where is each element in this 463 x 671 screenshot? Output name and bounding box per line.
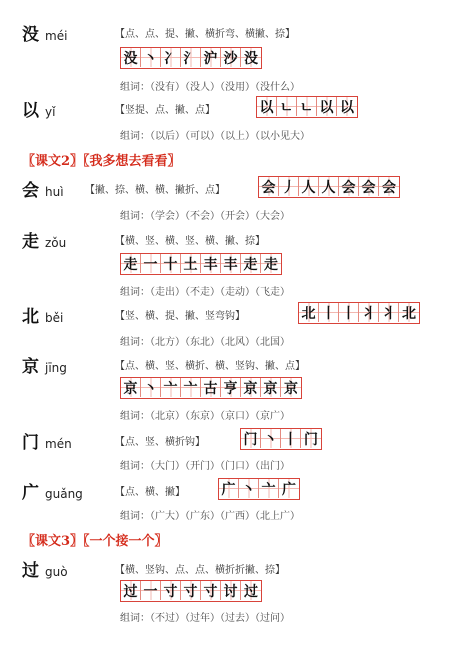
stroke-cell: 没: [121, 48, 141, 67]
entry-0-pinyin: méi: [45, 29, 68, 43]
stroke-cell: 京: [241, 378, 261, 397]
entry-4-char: 北: [22, 307, 39, 327]
stroke-cell: 亠: [259, 479, 279, 498]
stroke-cell: 丨: [319, 303, 339, 322]
stroke-cell: 一: [141, 254, 161, 273]
entry-0-char: 没: [22, 25, 39, 45]
entry-2-heading: [22, 176, 64, 201]
entry-6-heading: [22, 428, 72, 453]
stroke-cell: 土: [181, 254, 201, 273]
stroke-cell: 丨: [281, 429, 301, 448]
entry-3-heading: [22, 227, 66, 252]
stroke-cell: 走: [261, 254, 281, 273]
stroke-cell: 丶: [239, 479, 259, 498]
stroke-cell: 丨: [339, 303, 359, 322]
stroke-cell: 丰: [201, 254, 221, 273]
entry-1-pinyin: yǐ: [45, 105, 56, 119]
entry-6-strokes: 【点、竖、横折钩】: [115, 437, 205, 448]
entry-0-strokes: 【点、点、提、撇、横折弯、横撇、捺】: [115, 29, 295, 40]
stroke-cell: 讨: [221, 581, 241, 600]
stroke-cell: 门: [301, 429, 321, 448]
entry-6-pinyin: mén: [45, 437, 72, 451]
stroke-cell: 京: [121, 378, 141, 397]
stroke-cell: 京: [261, 378, 281, 397]
stroke-cell: 一: [141, 581, 161, 600]
entry-3-stroke-grid: [120, 253, 282, 275]
entry-0-stroke-grid: [120, 47, 262, 69]
entry-0-heading: [22, 20, 67, 45]
entry-8-stroke-grid: [120, 580, 262, 602]
stroke-cell: 丬: [379, 303, 399, 322]
stroke-cell: 走: [121, 254, 141, 273]
stroke-cell: 寸: [201, 581, 221, 600]
stroke-cell: 丶: [141, 378, 161, 397]
entry-6-words: 组词：（大门）（开门）（门口）（出门）: [120, 461, 290, 472]
section-heading-3: 〖课文3〗〖一个接一个〗: [22, 534, 168, 549]
stroke-cell: 十: [161, 254, 181, 273]
entry-8-strokes: 【横、竖钩、点、点、横折折撇、捺】: [115, 565, 285, 576]
entry-1-heading: [22, 96, 55, 121]
stroke-cell: 过: [121, 581, 141, 600]
entry-8-char: 过: [22, 561, 39, 581]
entry-7-words: 组词：（广大）（广东）（广西）（北上广）: [120, 511, 300, 522]
stroke-cell: 会: [379, 177, 399, 196]
stroke-cell: 以: [317, 97, 337, 116]
stroke-cell: ㄴ: [297, 97, 317, 116]
stroke-cell: 沪: [201, 48, 221, 67]
stroke-cell: 没: [241, 48, 261, 67]
entry-4-pinyin: běi: [45, 311, 64, 325]
entry-8-heading: [22, 556, 68, 581]
entry-6-stroke-grid: [240, 428, 322, 450]
entry-4-heading: [22, 302, 63, 327]
entry-3-char: 走: [22, 232, 39, 252]
entry-7-strokes: 【点、横、撇】: [115, 487, 185, 498]
stroke-cell: 丿: [279, 177, 299, 196]
stroke-cell: 亨: [221, 378, 241, 397]
entry-5-char: 京: [22, 357, 39, 377]
entry-4-stroke-grid: [298, 302, 420, 324]
stroke-cell: 丬: [359, 303, 379, 322]
stroke-cell: 亠: [181, 378, 201, 397]
stroke-cell: 会: [339, 177, 359, 196]
entry-7-pinyin: guǎng: [45, 487, 83, 501]
stroke-cell: 人: [319, 177, 339, 196]
stroke-cell: 寸: [181, 581, 201, 600]
stroke-cell: 以: [337, 97, 357, 116]
entry-3-pinyin: zǒu: [45, 236, 67, 250]
stroke-cell: 过: [241, 581, 261, 600]
entry-4-strokes: 【竖、横、提、撇、竖弯钩】: [115, 311, 245, 322]
stroke-cell: 广: [279, 479, 299, 498]
stroke-cell: 氵: [181, 48, 201, 67]
entry-0-words: 组词：（没有）（没人）（没用）（没什么）: [120, 82, 300, 93]
stroke-cell: 广: [219, 479, 239, 498]
entry-5-pinyin: jīng: [45, 361, 67, 375]
entry-1-words: 组词：（以后）（可以）（以上）（以小见大）: [120, 131, 310, 142]
stroke-cell: 寸: [161, 581, 181, 600]
entry-8-words: 组词：（不过）（过年）（过去）（过问）: [120, 613, 290, 624]
entry-6-char: 门: [22, 433, 39, 453]
entry-1-stroke-grid: [256, 96, 358, 118]
entry-5-words: 组词：（北京）（东京）（京口）（京广）: [120, 411, 290, 422]
stroke-cell: 以: [257, 97, 277, 116]
stroke-cell: 丶: [141, 48, 161, 67]
stroke-cell: 亠: [161, 378, 181, 397]
entry-5-strokes: 【点、横、竖、横折、横、竖钩、撇、点】: [115, 361, 305, 372]
entry-7-stroke-grid: [218, 478, 300, 500]
entry-7-heading: [22, 478, 83, 503]
stroke-cell: ㄴ: [277, 97, 297, 116]
stroke-cell: 古: [201, 378, 221, 397]
stroke-cell: 北: [299, 303, 319, 322]
stroke-cell: 门: [241, 429, 261, 448]
stroke-cell: 会: [359, 177, 379, 196]
entry-8-pinyin: guò: [45, 565, 68, 579]
entry-2-strokes: 【撇、捺、横、横、撇折、点】: [85, 185, 225, 196]
stroke-cell: 京: [281, 378, 301, 397]
section-heading-2: 〖课文2〗〖我多想去看看〗: [22, 154, 181, 169]
entry-2-char: 会: [22, 181, 39, 201]
entry-1-char: 以: [22, 101, 39, 121]
entry-3-strokes: 【横、竖、横、竖、横、撇、捺】: [115, 236, 265, 247]
entry-3-words: 组词：（走出）（不走）（走动）（飞走）: [120, 287, 290, 298]
stroke-cell: 沙: [221, 48, 241, 67]
stroke-cell: 北: [399, 303, 419, 322]
entry-2-pinyin: huì: [45, 185, 64, 199]
entry-5-heading: [22, 352, 67, 377]
stroke-cell: 会: [259, 177, 279, 196]
stroke-cell: 丶: [261, 429, 281, 448]
stroke-cell: 走: [241, 254, 261, 273]
stroke-cell: 丰: [221, 254, 241, 273]
entry-4-words: 组词：（北方）（东北）（北风）（北国）: [120, 337, 290, 348]
entry-7-char: 广: [22, 483, 39, 503]
entry-2-words: 组词：（学会）（不会）（开会）（大会）: [120, 211, 290, 222]
stroke-cell: 冫: [161, 48, 181, 67]
entry-1-strokes: 【竖提、点、撇、点】: [115, 105, 215, 116]
entry-5-stroke-grid: [120, 377, 302, 399]
entry-2-stroke-grid: [258, 176, 400, 198]
stroke-cell: 人: [299, 177, 319, 196]
